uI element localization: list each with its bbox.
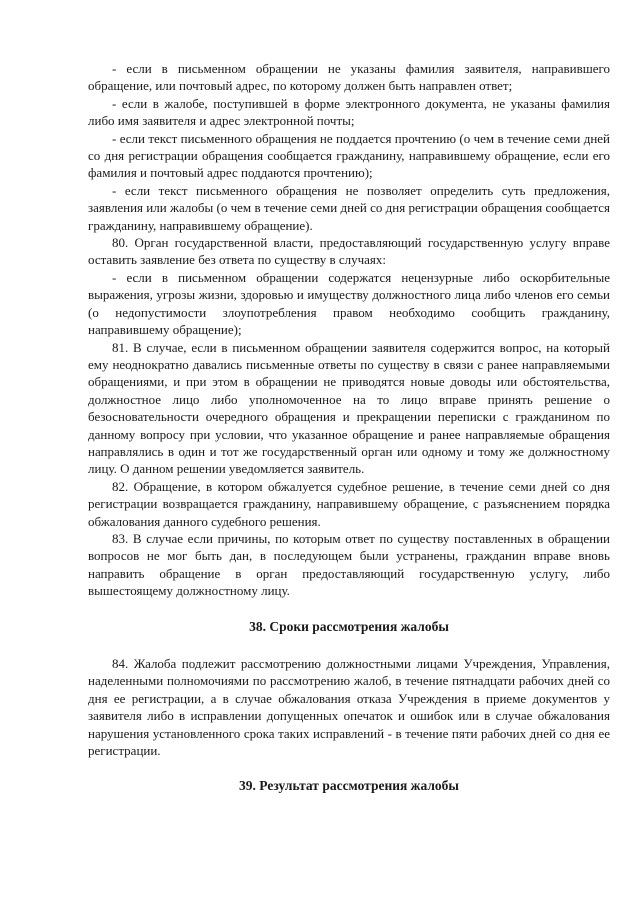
- paragraph-unreadable-text: - если текст письменного обращения не поддается прочтению (о чем в течение семи дней со дня регистрации обращения сообщается гражданину, направившему обращение, если его фамилия и почтовый адрес поддаются прочтению);: [88, 130, 610, 181]
- document-page: [88, 60, 610, 795]
- paragraph-83: 83. В случае если причины, по которым ответ по существу поставленных в обращении вопросов не мог быть дан, в последующем были устранены, гражданин вправе вновь направить обращение в орган предоставляющий государственную услугу, либо вышестоящему должностному лицу.: [88, 530, 610, 599]
- section-heading-38: 38. Сроки рассмотрения жалобы: [249, 618, 449, 634]
- paragraph-82: 82. Обращение, в котором обжалуется судебное решение, в течение семи дней со дня регистрации возвращается гражданину, направившему обращение, с разъяснением порядка обжалования данного судебного решения.: [88, 478, 610, 529]
- paragraph-electronic-complaint: - если в жалобе, поступившей в форме электронного документа, не указаны фамилия либо имя заявителя и адрес электронной почты;: [88, 95, 610, 129]
- paragraph-84: 84. Жалоба подлежит рассмотрению должностными лицами Учреждения, Управления, наделенными полномочиями по рассмотрению жалоб, в течение пятнадцати рабочих дней со дня ее регистрации, а в случае обжалования отказа Учреждения в приеме документов у заявителя либо в исправлении допущенных опечаток и ошибок или в случае обжалования нарушения установленного срока таких исправлений - в течение пяти рабочих дней со дня ее регистрации.: [88, 656, 610, 759]
- section-heading-39: 39. Результат рассмотрения жалобы: [239, 778, 459, 794]
- paragraph-obscene-expressions: - если в письменном обращении содержатся нецензурные либо оскорбительные выражения, угрозы жизни, здоровью и имуществу должностного лица либо членов его семьи (о недопустимости злоупотребления правом необходимо сообщить гражданину, направившему обращение);: [88, 269, 610, 338]
- paragraph-undefined-essence: - если текст письменного обращения не позволяет определить суть предложения, заявления или жалобы (о чем в течение семи дней со дня регистрации обращения сообщается гражданину, направившему обращение).: [88, 182, 610, 233]
- paragraph-no-surname: - если в письменном обращении не указаны фамилия заявителя, направившего обращение, или почтовый адрес, по которому должен быть направлен ответ;: [88, 61, 610, 94]
- paragraph-81: 81. В случае, если в письменном обращении заявителя содержится вопрос, на который ему неоднократно давались письменные ответы по существу в связи с ранее направляемыми обращениями, и при этом в обращении не приводятся новые доводы или обстоятельства, должностное лицо либо уполномоченное на то лицо вправе принять решение о безосновательности очередного обращения и прекращении переписки с гражданином по данному вопросу при условии, что указанное обращение и ранее направляемые обращения направлялись в один и тот же государственный орган или одному и тому же должностному лицу. О данном решении уведомляется заявитель.: [88, 339, 610, 477]
- paragraph-80: 80. Орган государственной власти, предоставляющий государственную услугу вправе оставить заявление без ответа по существу в случаях:: [88, 235, 610, 268]
